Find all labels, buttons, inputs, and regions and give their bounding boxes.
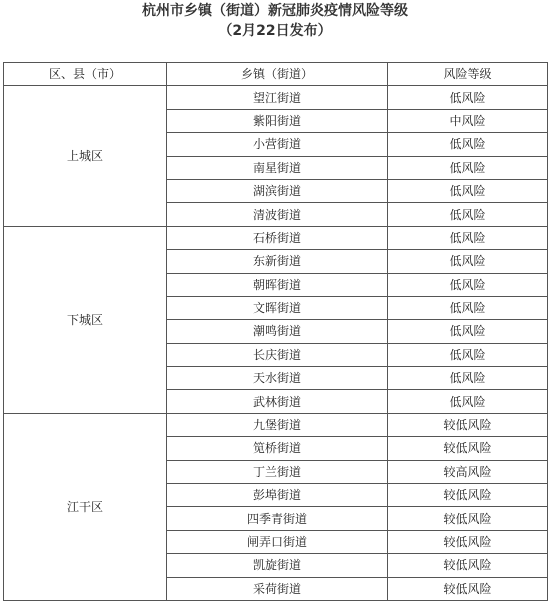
risk-level-cell: 较低风险	[388, 484, 548, 507]
risk-level-cell: 低风险	[388, 179, 548, 202]
risk-level-cell: 低风险	[388, 226, 548, 249]
risk-level-cell: 低风险	[388, 367, 548, 390]
risk-level-cell: 低风险	[388, 133, 548, 156]
district-cell: 江干区	[4, 413, 167, 600]
street-cell: 丁兰街道	[167, 460, 388, 483]
risk-level-cell: 低风险	[388, 320, 548, 343]
district-cell: 下城区	[4, 226, 167, 413]
risk-level-cell: 较低风险	[388, 530, 548, 553]
district-cell: 上城区	[4, 86, 167, 226]
street-cell: 朝晖街道	[167, 273, 388, 296]
header-risk-level: 风险等级	[388, 63, 548, 86]
street-cell: 望江街道	[167, 86, 388, 109]
header-street: 乡镇（街道）	[167, 63, 388, 86]
table-row	[4, 226, 548, 249]
risk-level-cell: 低风险	[388, 86, 548, 109]
street-cell: 采荷街道	[167, 577, 388, 600]
street-cell: 笕桥街道	[167, 437, 388, 460]
table-row	[4, 413, 548, 436]
street-cell: 凯旋街道	[167, 554, 388, 577]
risk-level-cell: 低风险	[388, 390, 548, 413]
street-cell: 湖滨街道	[167, 179, 388, 202]
street-cell: 四季青街道	[167, 507, 388, 530]
risk-level-cell: 低风险	[388, 296, 548, 319]
table-row	[4, 86, 548, 109]
risk-level-cell: 较高风险	[388, 460, 548, 483]
risk-level-cell: 较低风险	[388, 437, 548, 460]
street-cell: 紫阳街道	[167, 109, 388, 132]
table-header-row	[4, 63, 548, 86]
table-body	[4, 86, 548, 601]
risk-level-cell: 低风险	[388, 156, 548, 179]
risk-level-cell: 中风险	[388, 109, 548, 132]
street-cell: 石桥街道	[167, 226, 388, 249]
street-cell: 文晖街道	[167, 296, 388, 319]
street-cell: 潮鸣街道	[167, 320, 388, 343]
document-title: 杭州市乡镇（街道）新冠肺炎疫情风险等级	[142, 3, 408, 19]
risk-level-cell: 低风险	[388, 343, 548, 366]
street-cell: 彭埠街道	[167, 484, 388, 507]
street-cell: 清波街道	[167, 203, 388, 226]
street-cell: 南星街道	[167, 156, 388, 179]
risk-level-cell: 低风险	[388, 203, 548, 226]
street-cell: 天水街道	[167, 367, 388, 390]
risk-level-cell: 低风险	[388, 273, 548, 296]
risk-level-table	[3, 62, 548, 601]
street-cell: 闸弄口街道	[167, 530, 388, 553]
street-cell: 东新街道	[167, 250, 388, 273]
street-cell: 长庆街道	[167, 343, 388, 366]
street-cell: 武林街道	[167, 390, 388, 413]
street-cell: 九堡街道	[167, 413, 388, 436]
document-subtitle-date: （2月22日发布）	[218, 23, 332, 39]
street-cell: 小营街道	[167, 133, 388, 156]
risk-level-cell: 较低风险	[388, 554, 548, 577]
risk-level-cell: 低风险	[388, 250, 548, 273]
risk-level-cell: 较低风险	[388, 413, 548, 436]
risk-level-cell: 较低风险	[388, 577, 548, 600]
risk-level-cell: 较低风险	[388, 507, 548, 530]
header-district: 区、县（市）	[4, 63, 167, 86]
